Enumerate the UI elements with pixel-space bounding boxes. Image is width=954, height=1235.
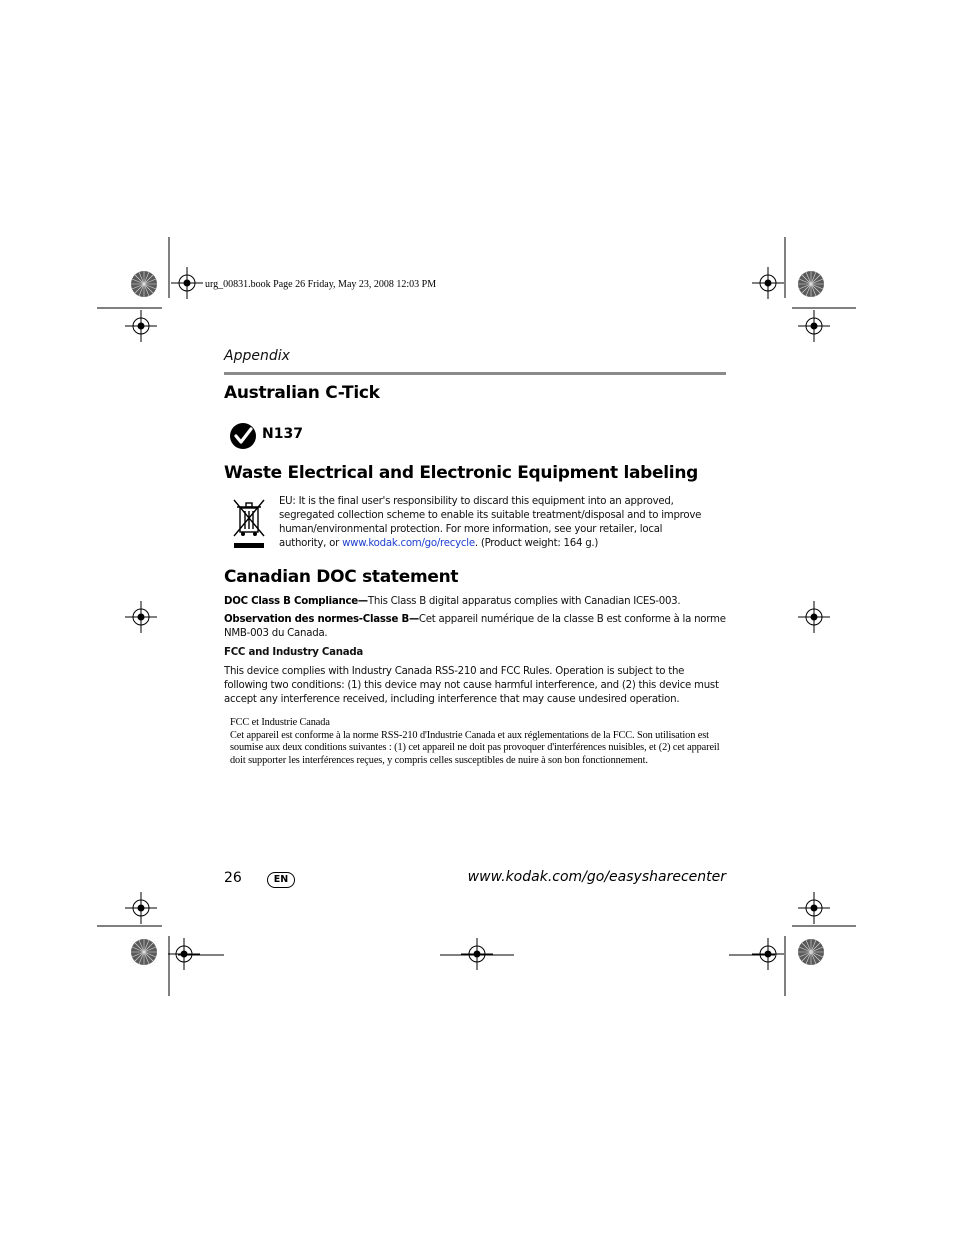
- registration-target-icon: [798, 892, 830, 924]
- heading-canadian-doc: Canadian DOC statement: [224, 567, 459, 587]
- header-rule: [224, 372, 726, 375]
- registration-target-icon: [125, 310, 157, 342]
- registration-target-icon: [125, 601, 157, 633]
- weee-text: [279, 495, 709, 551]
- fcc-paragraph: This device complies with Industry Canada RSS-210 and FCC Rules. Operation is subject to the following two conditions: (1) this device may not cause harmful interference, and (2) this device must accept any interference received, including interference that may cause undesired operation.: [224, 666, 719, 705]
- fcc-heading: FCC and Industry Canada: [224, 647, 364, 658]
- star-target-icon: [797, 270, 825, 298]
- ctick-code: N137: [262, 426, 303, 442]
- star-target-icon: [130, 938, 158, 966]
- page-number: 26: [224, 870, 242, 886]
- recycle-link[interactable]: www.kodak.com/go/recycle: [342, 538, 475, 549]
- weee-text-weight: . (Product weight: 164 g.): [474, 538, 599, 549]
- crop-line-bottom-left: [178, 954, 224, 956]
- language-badge: EN: [267, 872, 295, 888]
- heading-weee: Waste Electrical and Electronic Equipment labeling: [224, 463, 699, 483]
- fcc-french-heading: FCC et Industrie Canada: [230, 717, 330, 728]
- crossed-bin-icon: [231, 496, 267, 550]
- star-target-icon: [130, 270, 158, 298]
- fcc-french-block: [230, 717, 725, 767]
- observation-label: Observation des normes-Classe B—: [224, 614, 419, 625]
- registration-target-icon: [798, 310, 830, 342]
- doc-class-b-text: This Class B digital apparatus complies with Canadian ICES-003.: [367, 596, 681, 607]
- ctick-logo-icon: [229, 422, 257, 450]
- observation-paragraph: [224, 613, 729, 641]
- fcc-french-text: Cet appareil est conforme à la norme RSS-210 d'Industrie Canada et aux réglementations de la FCC. Son utilisation est soumise aux deux conditions suivantes : (1) cet appareil ne doit pas provoquer d'interférences nuisibles, et (2) cet appareil doit supporter les interférences reçues, y compris celles susceptibles de nuire à son bon fonctionnement.: [230, 729, 720, 766]
- doc-class-b-label: DOC Class B Compliance—: [224, 596, 368, 607]
- registration-target-icon: [125, 892, 157, 924]
- section-label: Appendix: [224, 348, 290, 364]
- heading-australian-ctick: Australian C-Tick: [224, 383, 380, 403]
- star-target-icon: [797, 938, 825, 966]
- registration-target-icon: [752, 267, 784, 299]
- crop-line-bottom-center: [440, 954, 514, 956]
- footer-url: www.kodak.com/go/easysharecenter: [467, 869, 726, 885]
- print-slug: urg_00831.book Page 26 Friday, May 23, 2008 12:03 PM: [205, 279, 437, 290]
- doc-class-b-paragraph: [224, 595, 729, 609]
- registration-target-icon: [171, 267, 203, 299]
- weee-text-body: EU: It is the final user's responsibility to discard this equipment into an approved, segregated collection scheme to enable its suitable treatment/disposal and to improve human/environmental protection. For more information, see your retailer, local authority, or: [279, 496, 702, 549]
- observation-text: Cet appareil numérique de la classe B est conforme à la norme NMB-003 du Canada.: [224, 614, 726, 639]
- crop-line-bottom-right: [729, 954, 775, 956]
- registration-target-icon: [798, 601, 830, 633]
